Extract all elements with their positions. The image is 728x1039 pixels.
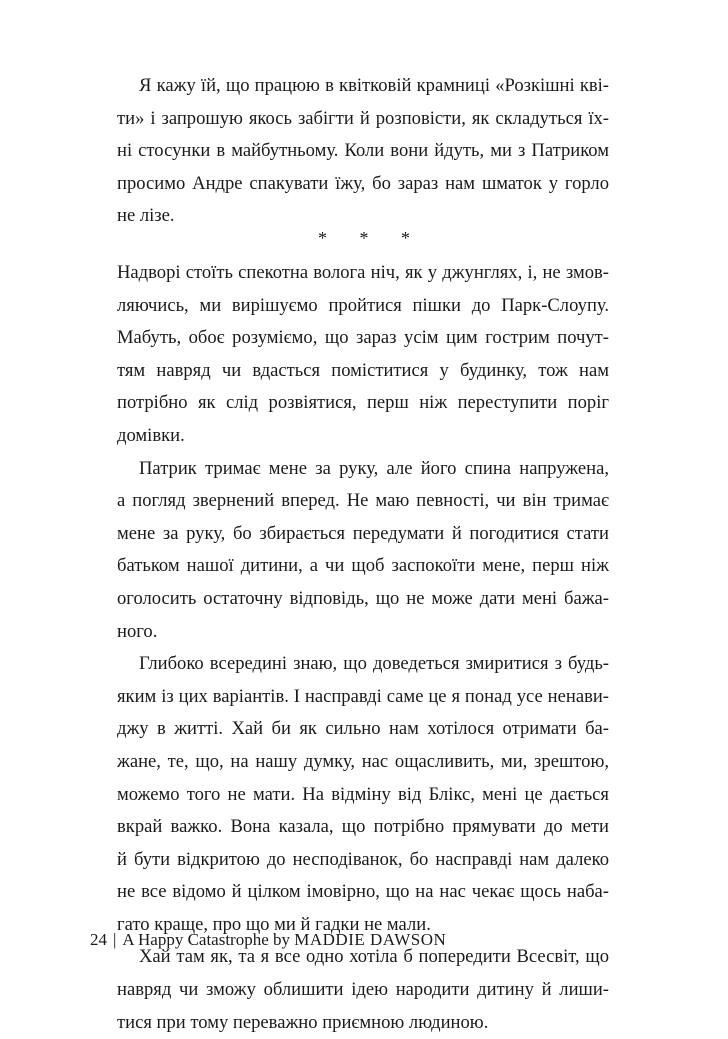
page-number: 24	[90, 930, 107, 949]
text-line: батьком нашої дитини, а чи щоб заспокоїти мене, перш ніж	[117, 555, 609, 577]
text-line: домівки.	[117, 424, 185, 446]
page-footer	[90, 930, 446, 950]
text-line: яким із цих варіантів. І насправді саме це я понад усе ненави-	[117, 685, 609, 707]
text-line: не лізе.	[117, 205, 175, 227]
text-line: навряд чи зможу облишити ідею народити дитину й лиши-	[117, 979, 609, 1001]
text-line: Я кажу їй, що працюю в квітковій крамниці «Розкішні кві-	[139, 75, 609, 96]
text-line: жане, те, що, на нашу думку, нас ощасливить, ми, зрештою,	[117, 750, 609, 772]
text-line: гато краще, про що ми й гадки не мали.	[117, 913, 431, 935]
text-section-1	[117, 70, 609, 233]
text-line: а погляд звернений вперед. Не маю певності, чи він тримає	[117, 490, 609, 512]
text-line: можемо того не мати. На відміну від Блікс, мені це дається	[117, 783, 609, 805]
text-line: Надворі стоїть спекотна волога ніч, як у джунглях, і, не змов-	[117, 262, 609, 283]
text-line: тися при тому переважно приємною людиною.	[117, 1011, 489, 1033]
text-line: потрібно як слід розвіятися, перш ніж переступити поріг	[117, 392, 609, 414]
text-line: мене за руку, бо збирається передумати й погодитися стати	[117, 522, 609, 544]
section-separator: * * *	[318, 228, 424, 248]
text-line: оголосить остаточну відповідь, що не може дати мені бажа-	[117, 587, 609, 609]
text-line: не все відомо й цілком імовірно, що на нас чекає щось наба-	[117, 881, 609, 903]
text-line: ляючись, ми вирішуємо пройтися пішки до Парк-Слоупу.	[117, 294, 609, 316]
text-section-2	[117, 257, 609, 1039]
text-line: ного.	[117, 620, 158, 642]
text-line: джу в житті. Хай би як сильно нам хотілося отримати ба-	[117, 718, 609, 740]
text-line: ні стосунки в майбутньому. Коли вони йдуть, ми з Патриком	[117, 140, 609, 162]
author-name: MADDIE DAWSON	[294, 930, 447, 949]
text-line: ти» і запрошую якось забігти й розповісти, як складуться їх-	[117, 107, 609, 129]
text-line: Патрик тримає мене за руку, але його спина напружена,	[139, 457, 609, 479]
text-line: тям навряд чи вдасться поміститися у будинку, тож нам	[117, 359, 609, 381]
footer-divider: |	[113, 930, 117, 949]
footer-by: by	[273, 930, 291, 949]
text-line: Мабуть, обоє розуміємо, що зараз усім цим гострим почут-	[117, 327, 609, 349]
text-line: просимо Андре спакувати їжу, бо зараз нам шматок у горло	[117, 172, 609, 194]
book-title: A Happy Catastrophe	[122, 930, 269, 949]
text-line: Глибоко всередині знаю, що доведеться змиритися з будь-	[139, 653, 609, 675]
text-line: й бути відкритою до несподіванок, бо насправді нам далеко	[117, 848, 609, 870]
text-line: Хай там як, та я все одно хотіла б попередити Всесвіт, що	[139, 946, 609, 968]
text-line: вкрай важко. Вона казала, що потрібно прямувати до мети	[117, 816, 609, 838]
